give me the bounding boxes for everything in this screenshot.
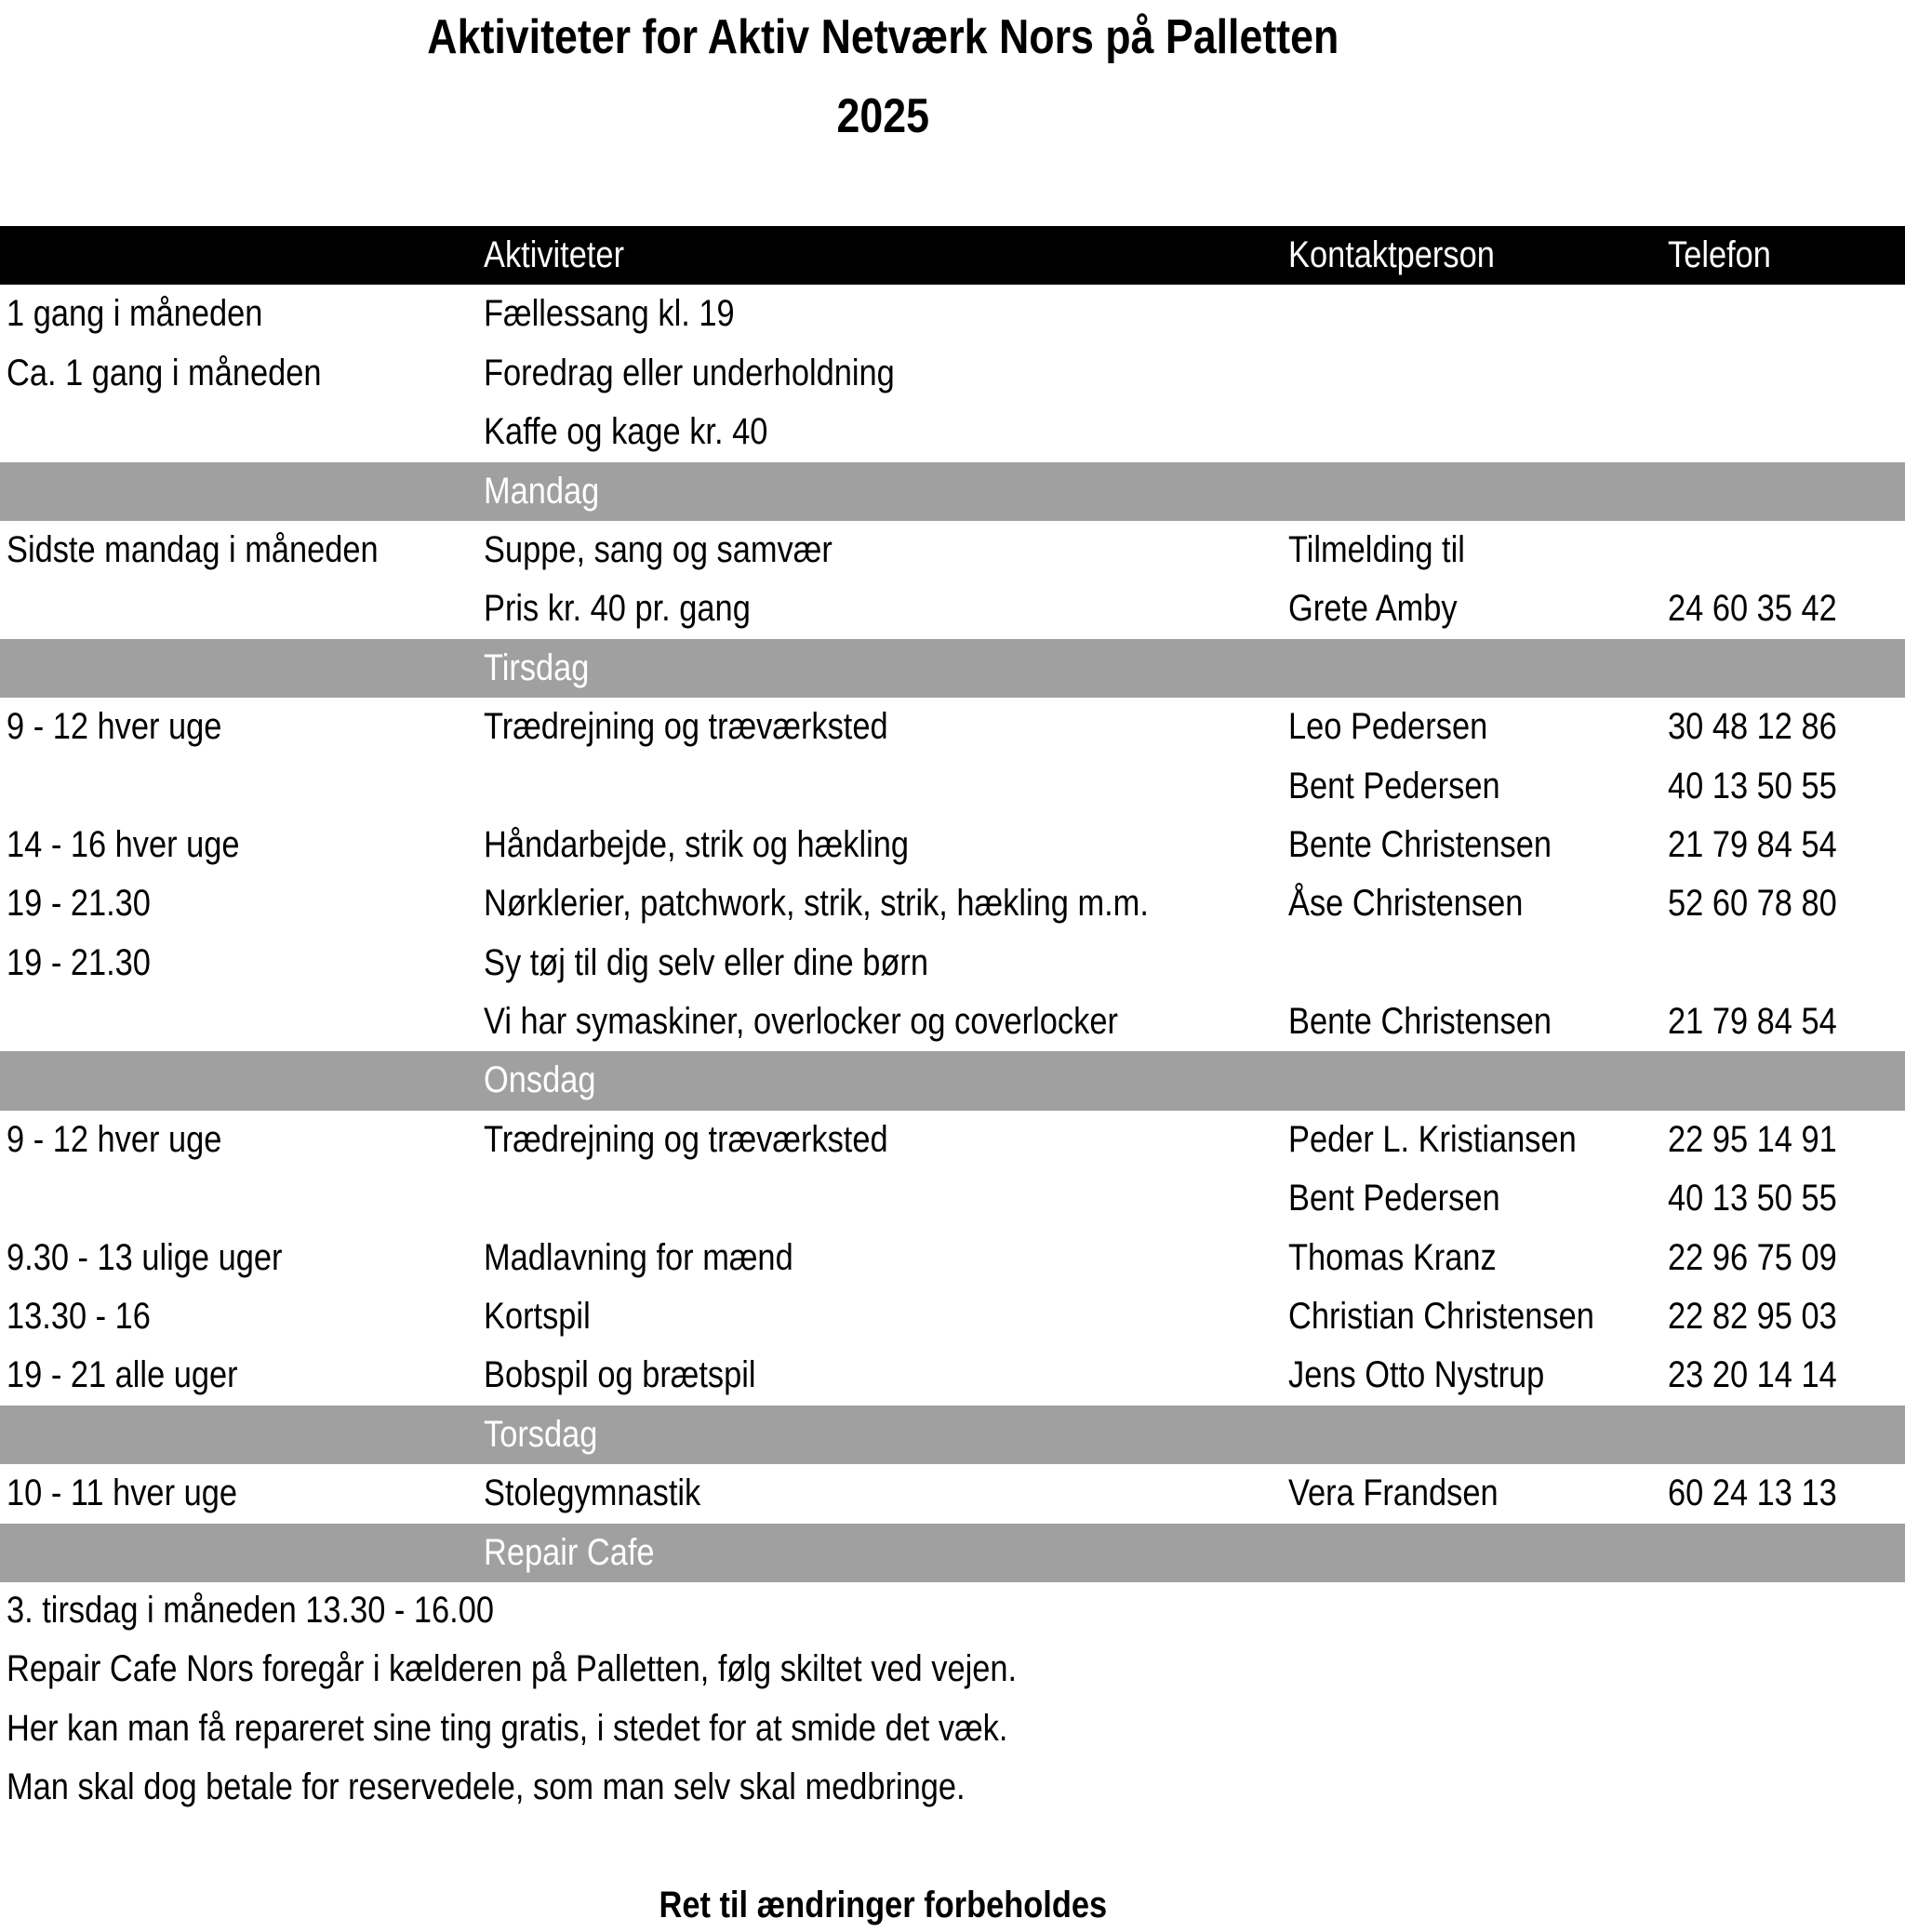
cell-phone: 21 79 84 54 [1668, 1001, 1837, 1043]
cell-contact: Bent Pedersen [1288, 1178, 1500, 1219]
cell-activity: Madlavning for mænd [484, 1236, 793, 1278]
cell-activity: Pris kr. 40 pr. gang [484, 588, 751, 630]
cell-when: Sidste mandag i måneden [7, 528, 379, 570]
cell-when: Ca. 1 gang i måneden [7, 352, 322, 393]
header-activities: Aktiviteter [484, 234, 625, 275]
cell-when: 9.30 - 13 ulige uger [7, 1236, 283, 1278]
table-header-row [0, 226, 1905, 285]
cell-activity: Vi har symaskiner, overlocker og coverlocker [484, 1001, 1118, 1043]
cell-activity: Bobspil og brætspil [484, 1354, 756, 1396]
table-row [0, 521, 1905, 580]
table-row [0, 993, 1905, 1051]
cell-contact: Thomas Kranz [1288, 1236, 1497, 1278]
cell-activity: Sy tøj til dig selv eller dine børn [484, 941, 928, 983]
section-label: Onsdag [484, 1059, 596, 1101]
cell-contact: Bent Pedersen [1288, 765, 1500, 806]
cell-when: 10 - 11 hver uge [7, 1472, 237, 1514]
cell-activity: Suppe, sang og samvær [484, 528, 833, 570]
cell-activity: Foredrag eller underholdning [484, 352, 895, 393]
cell-phone: 23 20 14 14 [1668, 1354, 1837, 1396]
activities-table [0, 226, 1905, 1582]
cell-activity: Stolegymnastik [484, 1472, 701, 1514]
cell-contact: Peder L. Kristiansen [1288, 1118, 1577, 1160]
table-row [0, 1111, 1905, 1169]
cell-contact: Bente Christensen [1288, 1001, 1552, 1043]
cell-activity: Trædrejning og træværksted [484, 706, 888, 748]
cell-phone: 40 13 50 55 [1668, 1178, 1837, 1219]
note-line: 3. tirsdag i måneden 13.30 - 16.00 [7, 1590, 494, 1631]
table-row [0, 1464, 1905, 1523]
table-row [0, 874, 1905, 933]
table-row [0, 285, 1905, 343]
section-label: Torsdag [484, 1413, 598, 1455]
section-label: Tirsdag [484, 646, 590, 688]
cell-contact: Bente Christensen [1288, 823, 1552, 865]
cell-phone: 52 60 78 80 [1668, 883, 1837, 925]
cell-contact: Åse Christensen [1288, 883, 1524, 925]
note-line: Her kan man få repareret sine ting gratis, i stedet for at smide det væk. [7, 1707, 1008, 1749]
cell-phone: 24 60 35 42 [1668, 588, 1837, 630]
cell-when: 9 - 12 hver uge [7, 1118, 222, 1160]
note-line: Repair Cafe Nors foregår i kælderen på Palletten, følg skiltet ved vejen. [7, 1648, 1018, 1690]
cell-contact: Tilmelding til [1288, 528, 1465, 570]
page-year: 2025 [836, 89, 930, 143]
cell-when: 14 - 16 hver uge [7, 823, 240, 865]
cell-activity: Nørklerier, patchwork, strik, strik, hækling m.m. [484, 883, 1149, 925]
cell-activity: Fællessang kl. 19 [484, 293, 735, 335]
table-row [0, 757, 1905, 816]
cell-contact: Leo Pedersen [1288, 706, 1488, 748]
table-row [0, 816, 1905, 874]
cell-activity: Kaffe og kage kr. 40 [484, 411, 768, 453]
section-row [0, 1051, 1905, 1110]
table-row [0, 1346, 1905, 1405]
section-label: Mandag [484, 470, 600, 512]
cell-when: 19 - 21.30 [7, 941, 151, 983]
cell-activity: Trædrejning og træværksted [484, 1118, 888, 1160]
header-contact: Kontaktperson [1288, 234, 1495, 275]
section-row [0, 462, 1905, 521]
cell-phone: 22 96 75 09 [1668, 1236, 1837, 1278]
cell-activity: Håndarbejde, strik og hækling [484, 823, 910, 865]
cell-phone: 30 48 12 86 [1668, 706, 1837, 748]
table-row [0, 344, 1905, 403]
cell-contact: Jens Otto Nystrup [1288, 1354, 1545, 1396]
table-row [0, 1169, 1905, 1228]
table-row [0, 403, 1905, 461]
cell-when: 13.30 - 16 [7, 1296, 151, 1338]
header-phone: Telefon [1668, 234, 1771, 275]
cell-phone: 22 82 95 03 [1668, 1296, 1837, 1338]
cell-when: 9 - 12 hver uge [7, 706, 222, 748]
section-row [0, 1524, 1905, 1582]
cell-contact: Vera Frandsen [1288, 1472, 1499, 1514]
cell-when: 1 gang i måneden [7, 293, 263, 335]
table-body [0, 285, 1905, 1582]
table-row [0, 1287, 1905, 1346]
section-row [0, 639, 1905, 698]
cell-activity: Kortspil [484, 1296, 591, 1338]
table-row [0, 580, 1905, 638]
repair-cafe-notes [7, 1581, 1181, 1818]
section-row [0, 1406, 1905, 1464]
cell-phone: 60 24 13 13 [1668, 1472, 1837, 1514]
page-title: Aktiviteter for Aktiv Netværk Nors på Palletten [427, 10, 1339, 64]
cell-contact: Grete Amby [1288, 588, 1458, 630]
cell-phone: 22 95 14 91 [1668, 1118, 1837, 1160]
cell-contact: Christian Christensen [1288, 1296, 1594, 1338]
footer-disclaimer: Ret til ændringer forbeholdes [659, 1885, 1108, 1925]
cell-when: 19 - 21 alle uger [7, 1354, 238, 1396]
table-row [0, 934, 1905, 993]
note-line: Man skal dog betale for reservedele, som man selv skal medbringe. [7, 1766, 966, 1808]
table-row [0, 698, 1905, 756]
cell-phone: 21 79 84 54 [1668, 823, 1837, 865]
table-row [0, 1229, 1905, 1287]
section-label: Repair Cafe [484, 1531, 655, 1573]
cell-when: 19 - 21.30 [7, 883, 151, 925]
cell-phone: 40 13 50 55 [1668, 765, 1837, 806]
